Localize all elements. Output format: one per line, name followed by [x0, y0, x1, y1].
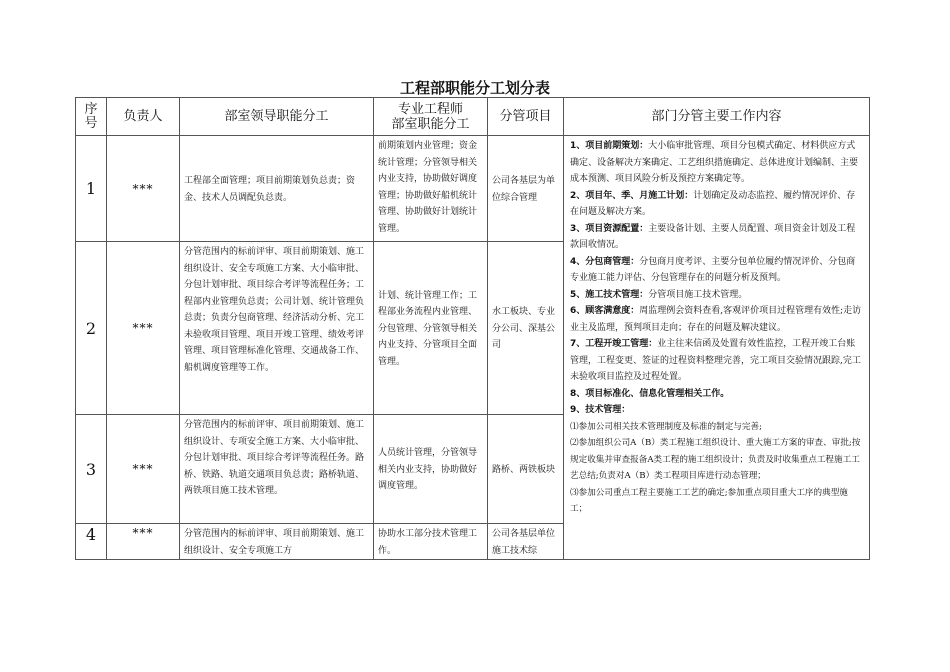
row-engineer: 人员统计管理，分管领导相关内业支持，协助做好调度管理。: [374, 415, 488, 524]
table-header-row: [76, 98, 870, 136]
main-work-content: [564, 136, 870, 560]
main-item: 7、工程开竣工管理：业主往来信函及处置有效性监控，工程开竣工台账管理，工程变更、签证的过程资料整理完善，完工项目交验情况跟踪,完工未验收项目监控及过程处置。: [570, 339, 861, 382]
row-seq: 3: [76, 415, 107, 524]
header-seq: 序号: [76, 98, 107, 136]
header-engineer-line2: 部室职能分工: [391, 116, 470, 132]
main-item: 2、项目年、季、月施工计划：计划确定及动态监控、履约情况评价、存在问题及解决方案。: [570, 190, 856, 217]
row-project: 路桥、两铁板块: [488, 415, 564, 524]
header-project: 分管项目: [488, 98, 564, 136]
row-person: ***: [107, 242, 180, 415]
row-seq: 1: [76, 136, 107, 242]
row-dept-leader: 工程部全面管理；项目前期策划负总责；资金、技术人员调配负总责。: [180, 136, 374, 242]
row-dept-leader: 分管范围内的标前评审、项目前期策划、施工组织设计、安全专项施工方案、大小临审批、分包计划审批、项目综合考评等流程任务；工程部内业管理负总责；公司计划、统计管理负总责；负责分包商管理、经济活动分析、完工未验收项目管理、项目开竣工管理、绩效考评管理、项目管理标准化管理、交通战备工作、船机调度管理等工作。: [180, 242, 374, 415]
main-item: 6、顾客满意度：周监理例会资料查看,客观评价项目过程管理有效性;走访业主及监理，预判项目走向；存在的问题及解决建议。: [570, 306, 862, 333]
main-item: 5、施工技术管理：分管项目施工技术管理。: [570, 289, 748, 300]
row-person: ***: [107, 524, 180, 560]
page-title: 工程部职能分工划分表: [399, 79, 550, 97]
header-main: 部门分管主要工作内容: [564, 98, 870, 136]
header-dept-leader: 部室领导职能分工: [180, 98, 374, 136]
main-subitem: ⑴参加公司相关技术管理制度及标准的制定与完善;: [570, 421, 762, 432]
table-row: [76, 136, 870, 242]
main-item: 9、技术管理：: [570, 405, 631, 415]
main-item: 3、项目资源配置：主要设备计划、主要人员配置、项目资金计划及工程款回收情况。: [570, 223, 856, 250]
row-person: ***: [107, 415, 180, 524]
main-item: 4、分包商管理：分包商月度考评、主要分包单位履约情况评价、分包商专业施工能力评估、分包管理存在的问题分析及预判。: [570, 256, 856, 283]
main-subitem: ⑶参加公司重点工程主要施工工艺的确定;参加重点项目重大工序的典型施工；: [570, 487, 848, 514]
row-person: ***: [107, 136, 180, 242]
main-subitem: ⑵参加组织公司A（B）类工程施工组织设计、重大施工方案的审查、审批;按规定收集并审查报备A类工程的施工组织设计；负责及时收集重点工程施工工艺总结;负责对A（B）类工程项目库进行动态管理；: [570, 438, 861, 481]
row-project: 水工板块、专业分公司、深基公司: [488, 242, 564, 415]
row-dept-leader: 分管范围内的标前评审、项目前期策划、施工组织设计、专项安全施工方案、大小临审批、分包计划审批、项目综合考评等流程任务。路桥、铁路、轨道交通项目负总责；路桥轨道、两铁项目施工技术管理。: [180, 415, 374, 524]
row-engineer: 计划、统计管理工作；工程部业务流程内业管理、分包管理、分管领导相关内业支持、分管项目全面管理。: [374, 242, 488, 415]
row-engineer: 协助水工部分技术管理工作。: [374, 524, 488, 560]
main-item: 8、项目标准化、信息化管理相关工作。: [570, 388, 730, 399]
row-seq: 2: [76, 242, 107, 415]
row-project: 公司各基层为单位综合管理: [488, 136, 564, 242]
main-item: 1、项目前期策划：大小临审批管理、项目分包模式确定、材料供应方式确定、设备解决方案确定、工艺组织措施确定、总体进度计划编制、主要成本预测、项目风险分析及预控方案确定等。: [570, 141, 859, 184]
header-person: 负责人: [107, 98, 180, 136]
row-engineer: 前期策划内业管理；资金统计管理；分管领导相关内业支持，协助做好调度管理；协助做好船机统计管理、协助做好计划统计管理。: [374, 136, 488, 242]
header-engineer: [374, 98, 488, 136]
row-seq: 4: [76, 524, 107, 560]
row-dept-leader: 分管范围内的标前评审、项目前期策划、施工组织设计、安全专项施工方: [180, 524, 374, 560]
header-engineer-line1: 专业工程师: [397, 101, 463, 117]
row-project: 公司各基层单位施工技术综: [488, 524, 564, 560]
responsibility-table: [75, 97, 870, 560]
